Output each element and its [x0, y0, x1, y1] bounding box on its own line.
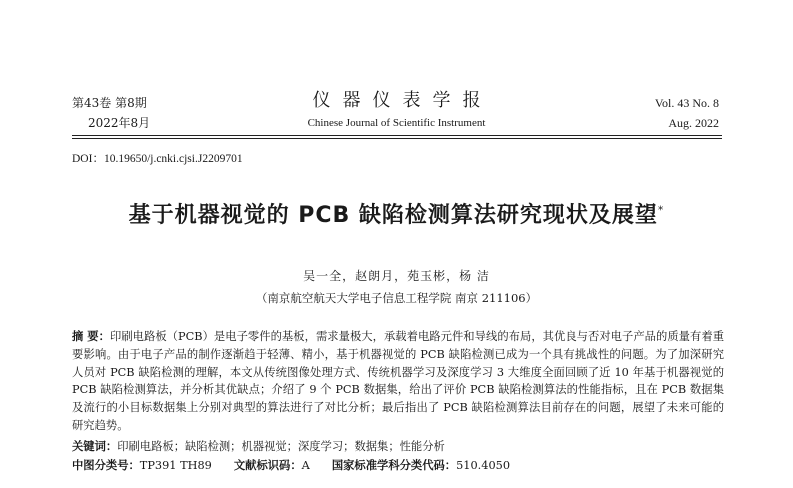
affiliation: （南京航空航天大学电子信息工程学院 南京 211106）: [255, 291, 538, 305]
classification-line: [72, 457, 510, 473]
volume-issue-en: Vol. 43 No. 8: [654, 96, 719, 110]
clc-label: 中图分类号：: [72, 459, 140, 472]
title-footnote-mark: *: [657, 203, 665, 217]
discipline-code-label: 国家标准学科分类代码：: [331, 459, 457, 472]
journal-issue-en: [655, 93, 719, 133]
doc-code-label: 文献标识码：: [233, 459, 302, 472]
journal-name-cn: 仪器仪表学报: [312, 90, 493, 111]
clc-value: TP391 TH89: [139, 459, 212, 472]
abstract-text: 印刷电路板（PCB）是电子零件的基板，需求量极大，承载着电路元件和导线的布局，其优良与否对电子产品的质量有着重要影响。由于电子产品的制作逐渐趋于轻薄、精小，基于机器视觉的 PCB 缺陷检测已成为一个具有挑战性的问题。为了加深研究人员对 PCB 缺陷检测的理解，本文从传统图像处理方式、传统机器学习及深度学习 3 大维度全面回顾了近 10 年基于机器视觉的 PCB 缺陷检测算法，并分析其优缺点；介绍了 9 个 PCB 数据集，给出了评价 PCB 缺陷检测算法的性能指标，且在 PCB 数据集及流行的小目标数据集上分别对典型的算法进行了对比分析；最后指出了 PCB 缺陷检测算法目前存在的问题，展望了未来可能的研究趋势。: [72, 330, 724, 432]
discipline-code-value: 510.4050: [456, 459, 511, 472]
article-title-text: 基于机器视觉的 PCB 缺陷检测算法研究现状及展望: [128, 203, 658, 228]
keywords: [72, 438, 445, 454]
keywords-label: 关键词：: [72, 440, 118, 453]
journal-name-en: Chinese Journal of Scientific Instrument: [307, 117, 486, 129]
keywords-text: 印刷电路板；缺陷检测；机器视觉；深度学习；数据集；性能分析: [117, 440, 445, 453]
header-rule-thin: [72, 138, 722, 139]
doi[interactable]: DOI：10.19650/j.cnki.cjsi.J2209701: [72, 153, 243, 165]
abstract-label: 摘 要：: [72, 330, 110, 343]
header-rule-thick: [72, 135, 722, 136]
abstract: [72, 328, 724, 435]
article-title: [0, 198, 793, 229]
author-list: 吴一全，赵朗月，苑玉彬，杨 洁: [303, 269, 490, 283]
date-cn: 2022年8月: [88, 116, 151, 130]
date-en: Aug. 2022: [668, 116, 719, 130]
doc-code-value: A: [301, 459, 310, 472]
volume-issue-cn: 第43卷 第8期: [72, 96, 147, 110]
